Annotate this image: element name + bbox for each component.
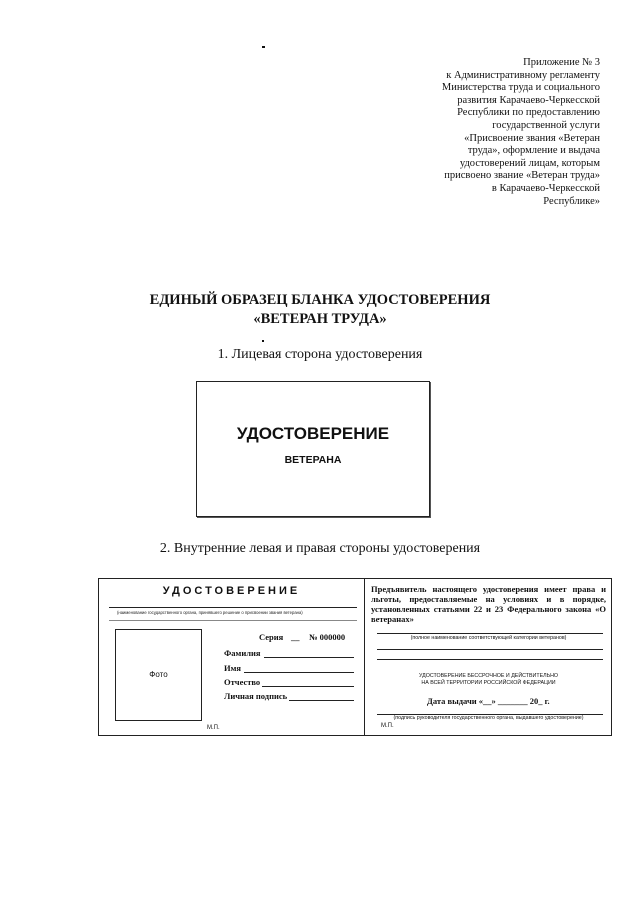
annex-line: государственной услуги xyxy=(492,119,600,131)
annex-line: развития Карачаево-Черкесской xyxy=(457,94,600,106)
name-line xyxy=(244,672,354,673)
inner-spread xyxy=(98,578,612,736)
annex-line: присвоено звание «Ветеран труда» xyxy=(444,170,600,182)
scan-speck xyxy=(262,46,265,48)
title-line-1: ЕДИНЫЙ ОБРАЗЕЦ БЛАНКА УДОСТОВЕРЕНИЯ xyxy=(149,292,491,308)
series-blank: __ xyxy=(291,632,300,642)
org-name-line xyxy=(109,607,357,608)
front-cover xyxy=(196,381,430,517)
right-stamp-label: М.П. xyxy=(381,723,394,729)
surname-label: Фамилия xyxy=(224,648,261,658)
surname-line xyxy=(264,657,354,658)
rights-text: Предъявитель настоящего удостоверения имеет права и льготы, предоставляемые на условиях и в порядке, установленных статьями 22 и 23 Федерального закона «О ветеранах» xyxy=(371,584,606,624)
annex-line: удостоверений лицам, которым xyxy=(459,157,600,169)
org-caption: (наименование государственного органа, принявшего решение о присвоении звания ветерана) xyxy=(117,610,303,615)
annex-line: Приложение № 3 xyxy=(523,57,600,68)
validity-line-1: УДОСТОВЕРЕНИЕ БЕССРОЧНОЕ И ДЕЙСТВИТЕЛЬНО xyxy=(418,673,559,679)
spread-divider xyxy=(364,579,365,735)
patronymic-line xyxy=(262,686,354,687)
photo-label: Фото xyxy=(149,670,168,679)
front-cover-subtitle: ВЕТЕРАНА xyxy=(284,454,342,466)
title-line-2: «ВЕТЕРАН ТРУДА» xyxy=(253,311,387,327)
series-label: Серия xyxy=(259,632,284,642)
photo-box xyxy=(115,629,202,721)
scan-speck xyxy=(262,340,264,342)
name-label: Имя xyxy=(224,663,241,673)
validity-line-2: НА ВСЕЙ ТЕРРИТОРИИ РОССИЙСКОЙ ФЕДЕРАЦИИ xyxy=(421,680,556,686)
document-title xyxy=(0,291,640,329)
section-1-heading: 1. Лицевая сторона удостоверения xyxy=(217,347,423,362)
category-caption: (полное наименование соответствующей категории ветеранов) xyxy=(410,635,567,641)
number-label: № 000000 xyxy=(309,632,346,642)
section-2-heading: 2. Внутренние левая и правая стороны удостоверения xyxy=(159,541,481,556)
left-stamp-label: М.П. xyxy=(207,725,220,731)
signature-caption: (подпись руководителя государственного органа, выдавшего удостоверение) xyxy=(393,715,584,721)
annex-line: к Административному регламенту xyxy=(446,69,600,81)
annex-line: в Карачаево-Черкесской xyxy=(491,182,600,194)
front-cover-title: УДОСТОВЕРЕНИЕ xyxy=(236,424,390,443)
annex-line: труда», оформление и выдача xyxy=(467,145,600,157)
signature-label: Личная подпись xyxy=(224,691,288,701)
org-name-line-2 xyxy=(109,620,357,621)
annex-line: Министерства труда и социального xyxy=(441,82,600,94)
annex-line: Республики по предоставлению xyxy=(457,107,600,119)
category-line-2 xyxy=(377,649,603,650)
signature-line xyxy=(289,700,354,701)
annex-line: «Присвоение звания «Ветеран xyxy=(464,132,600,144)
category-line-3 xyxy=(377,659,603,660)
left-page-heading: УДОСТОВЕРЕНИЕ xyxy=(162,585,301,597)
category-line xyxy=(377,633,603,634)
annex-line: Республике» xyxy=(543,195,600,207)
patronymic-label: Отчество xyxy=(224,677,261,687)
annex-block xyxy=(360,57,600,208)
issue-date: Дата выдачи «__» _______ 20_ г. xyxy=(427,696,550,706)
